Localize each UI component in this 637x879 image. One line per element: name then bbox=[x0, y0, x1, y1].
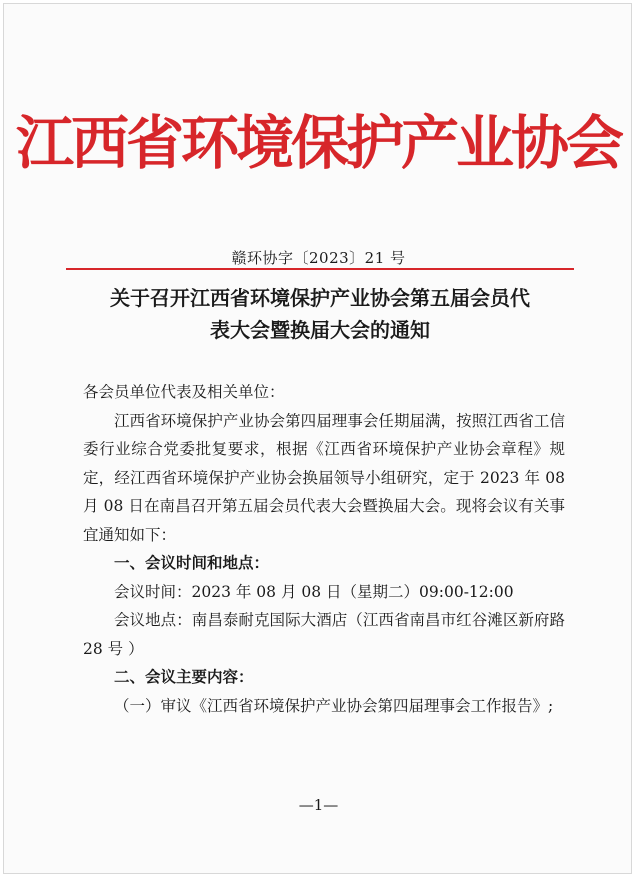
section-heading-time-place: 一、会议时间和地点： bbox=[114, 553, 270, 572]
meeting-time: 会议时间：2023 年 08 月 08 日（星期二）09:00-12:00 bbox=[114, 582, 514, 601]
notice-body bbox=[83, 378, 565, 720]
notice-title bbox=[70, 282, 570, 346]
org-letterhead-title: 江西省环境保护产业协会 bbox=[15, 109, 621, 177]
meeting-place: 会议地点：南昌泰耐克国际大酒店（江西省南昌市红谷滩区新府路 28 号 ） bbox=[83, 611, 565, 658]
salutation: 各会员单位代表及相关单位： bbox=[83, 383, 285, 401]
red-divider-line bbox=[66, 268, 574, 270]
page-number: —1— bbox=[298, 796, 339, 814]
section-heading-content: 二、会议主要内容： bbox=[114, 667, 254, 686]
notice-title-line-1: 关于召开江西省环境保护产业协会第五届会员代 bbox=[110, 286, 530, 310]
document-number: 赣环协字〔2023〕21 号 bbox=[231, 249, 406, 267]
notice-title-line-2: 表大会暨换届大会的通知 bbox=[210, 318, 430, 342]
agenda-item-1: （一）审议《江西省环境保护产业协会第四届理事会工作报告》; bbox=[114, 696, 554, 715]
intro-paragraph: 江西省环境保护产业协会第四届理事会任期届满，按照江西省工信委行业综合党委批复要求，根据《江西省环境保护产业协会章程》规定，经江西省环境保护产业协会换届领导小组研究，定于 2023 年 08 月 08 日在南昌召开第五届会员代表大会暨换届大会。现将会议有关事宜通知如下： bbox=[83, 411, 565, 544]
